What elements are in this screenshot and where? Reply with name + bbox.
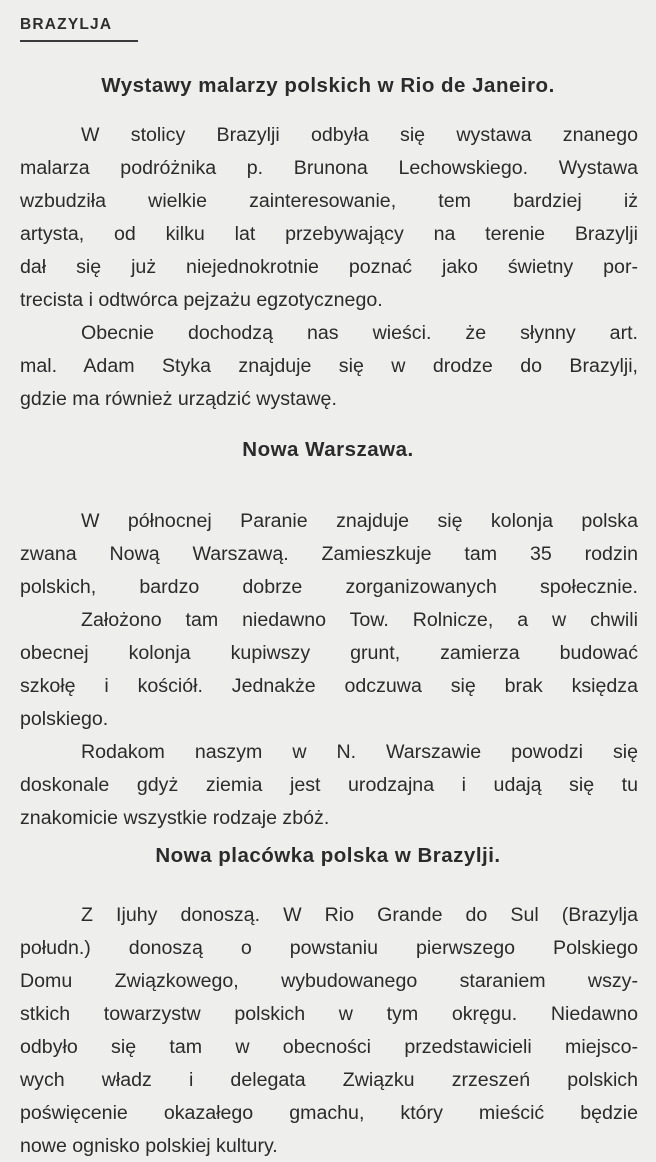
article-1-title: Wystawy malarzy polskich w Rio de Janeiro.: [101, 74, 555, 97]
article-1-line: W stolicy Brazylji odbyła się wystawa znanego: [81, 124, 638, 146]
article-1-line: Obecnie dochodzą nas wieści. że słynny art.: [81, 322, 638, 344]
article-3-line: połudn.) donoszą o powstaniu pierwszego Polskiego: [20, 937, 638, 959]
article-2-line: obecnej kolonja kupiwszy grunt, zamierza budować: [20, 642, 638, 664]
article-2-line: Rodakom naszym w N. Warszawie powodzi się: [81, 741, 638, 763]
article-1-line: gdzie ma również urządzić wystawę.: [20, 388, 337, 410]
article-2-line: polskiego.: [20, 708, 109, 730]
article-1-line: artysta, od kilku lat przebywający na terenie Brazylji: [20, 223, 638, 245]
article-3-line: poświęcenie okazałego gmachu, który mieścić będzie: [20, 1102, 638, 1124]
article-1-line: trecista i odtwórca pejzażu egzotycznego.: [20, 289, 383, 311]
article-1-line: mal. Adam Styka znajduje się w drodze do Brazylji,: [20, 355, 638, 377]
article-1-line: dał się już niejednokrotnie poznać jako świetny por-: [20, 256, 638, 278]
article-3-line: odbyło się tam w obecności przedstawicieli miejsco-: [20, 1036, 638, 1058]
article-2-line: znakomicie wszystkie rodzaje zbóż.: [20, 807, 330, 829]
article-3-line: stkich towarzystw polskich w tym okręgu. Niedawno: [20, 1003, 638, 1025]
article-2-line: doskonale gdyż ziemia jest urodzajna i udają się tu: [20, 774, 638, 796]
article-3-title: Nowa placówka polska w Brazylji.: [155, 844, 501, 867]
section-label: BRAZYLJA: [20, 16, 113, 33]
article-2-line: Założono tam niedawno Tow. Rolnicze, a w chwili: [81, 609, 638, 631]
article-2-title: Nowa Warszawa.: [242, 438, 414, 461]
article-3-line: wych władz i delegata Związku zrzeszeń polskich: [20, 1069, 638, 1091]
article-2-line: W północnej Paranie znajduje się kolonja polska: [81, 510, 638, 532]
section-underline: [20, 40, 138, 42]
article-1-line: wzbudziła wielkie zainteresowanie, tem bardziej iż: [20, 190, 638, 212]
article-2-line: polskich, bardzo dobrze zorganizowanych społecznie.: [20, 576, 638, 598]
article-3-line: Domu Związkowego, wybudowanego staraniem wszy-: [20, 970, 638, 992]
article-2-line: zwana Nową Warszawą. Zamieszkuje tam 35 rodzin: [20, 543, 638, 565]
article-3-line: Z Ijuhy donoszą. W Rio Grande do Sul (Brazylja: [81, 904, 638, 926]
article-2-line: szkołę i kościół. Jednakże odczuwa się brak księdza: [20, 675, 638, 697]
article-1-line: malarza podróżnika p. Brunona Lechowskiego. Wystawa: [20, 157, 638, 179]
article-3-line: nowe ognisko polskiej kultury.: [20, 1135, 278, 1157]
